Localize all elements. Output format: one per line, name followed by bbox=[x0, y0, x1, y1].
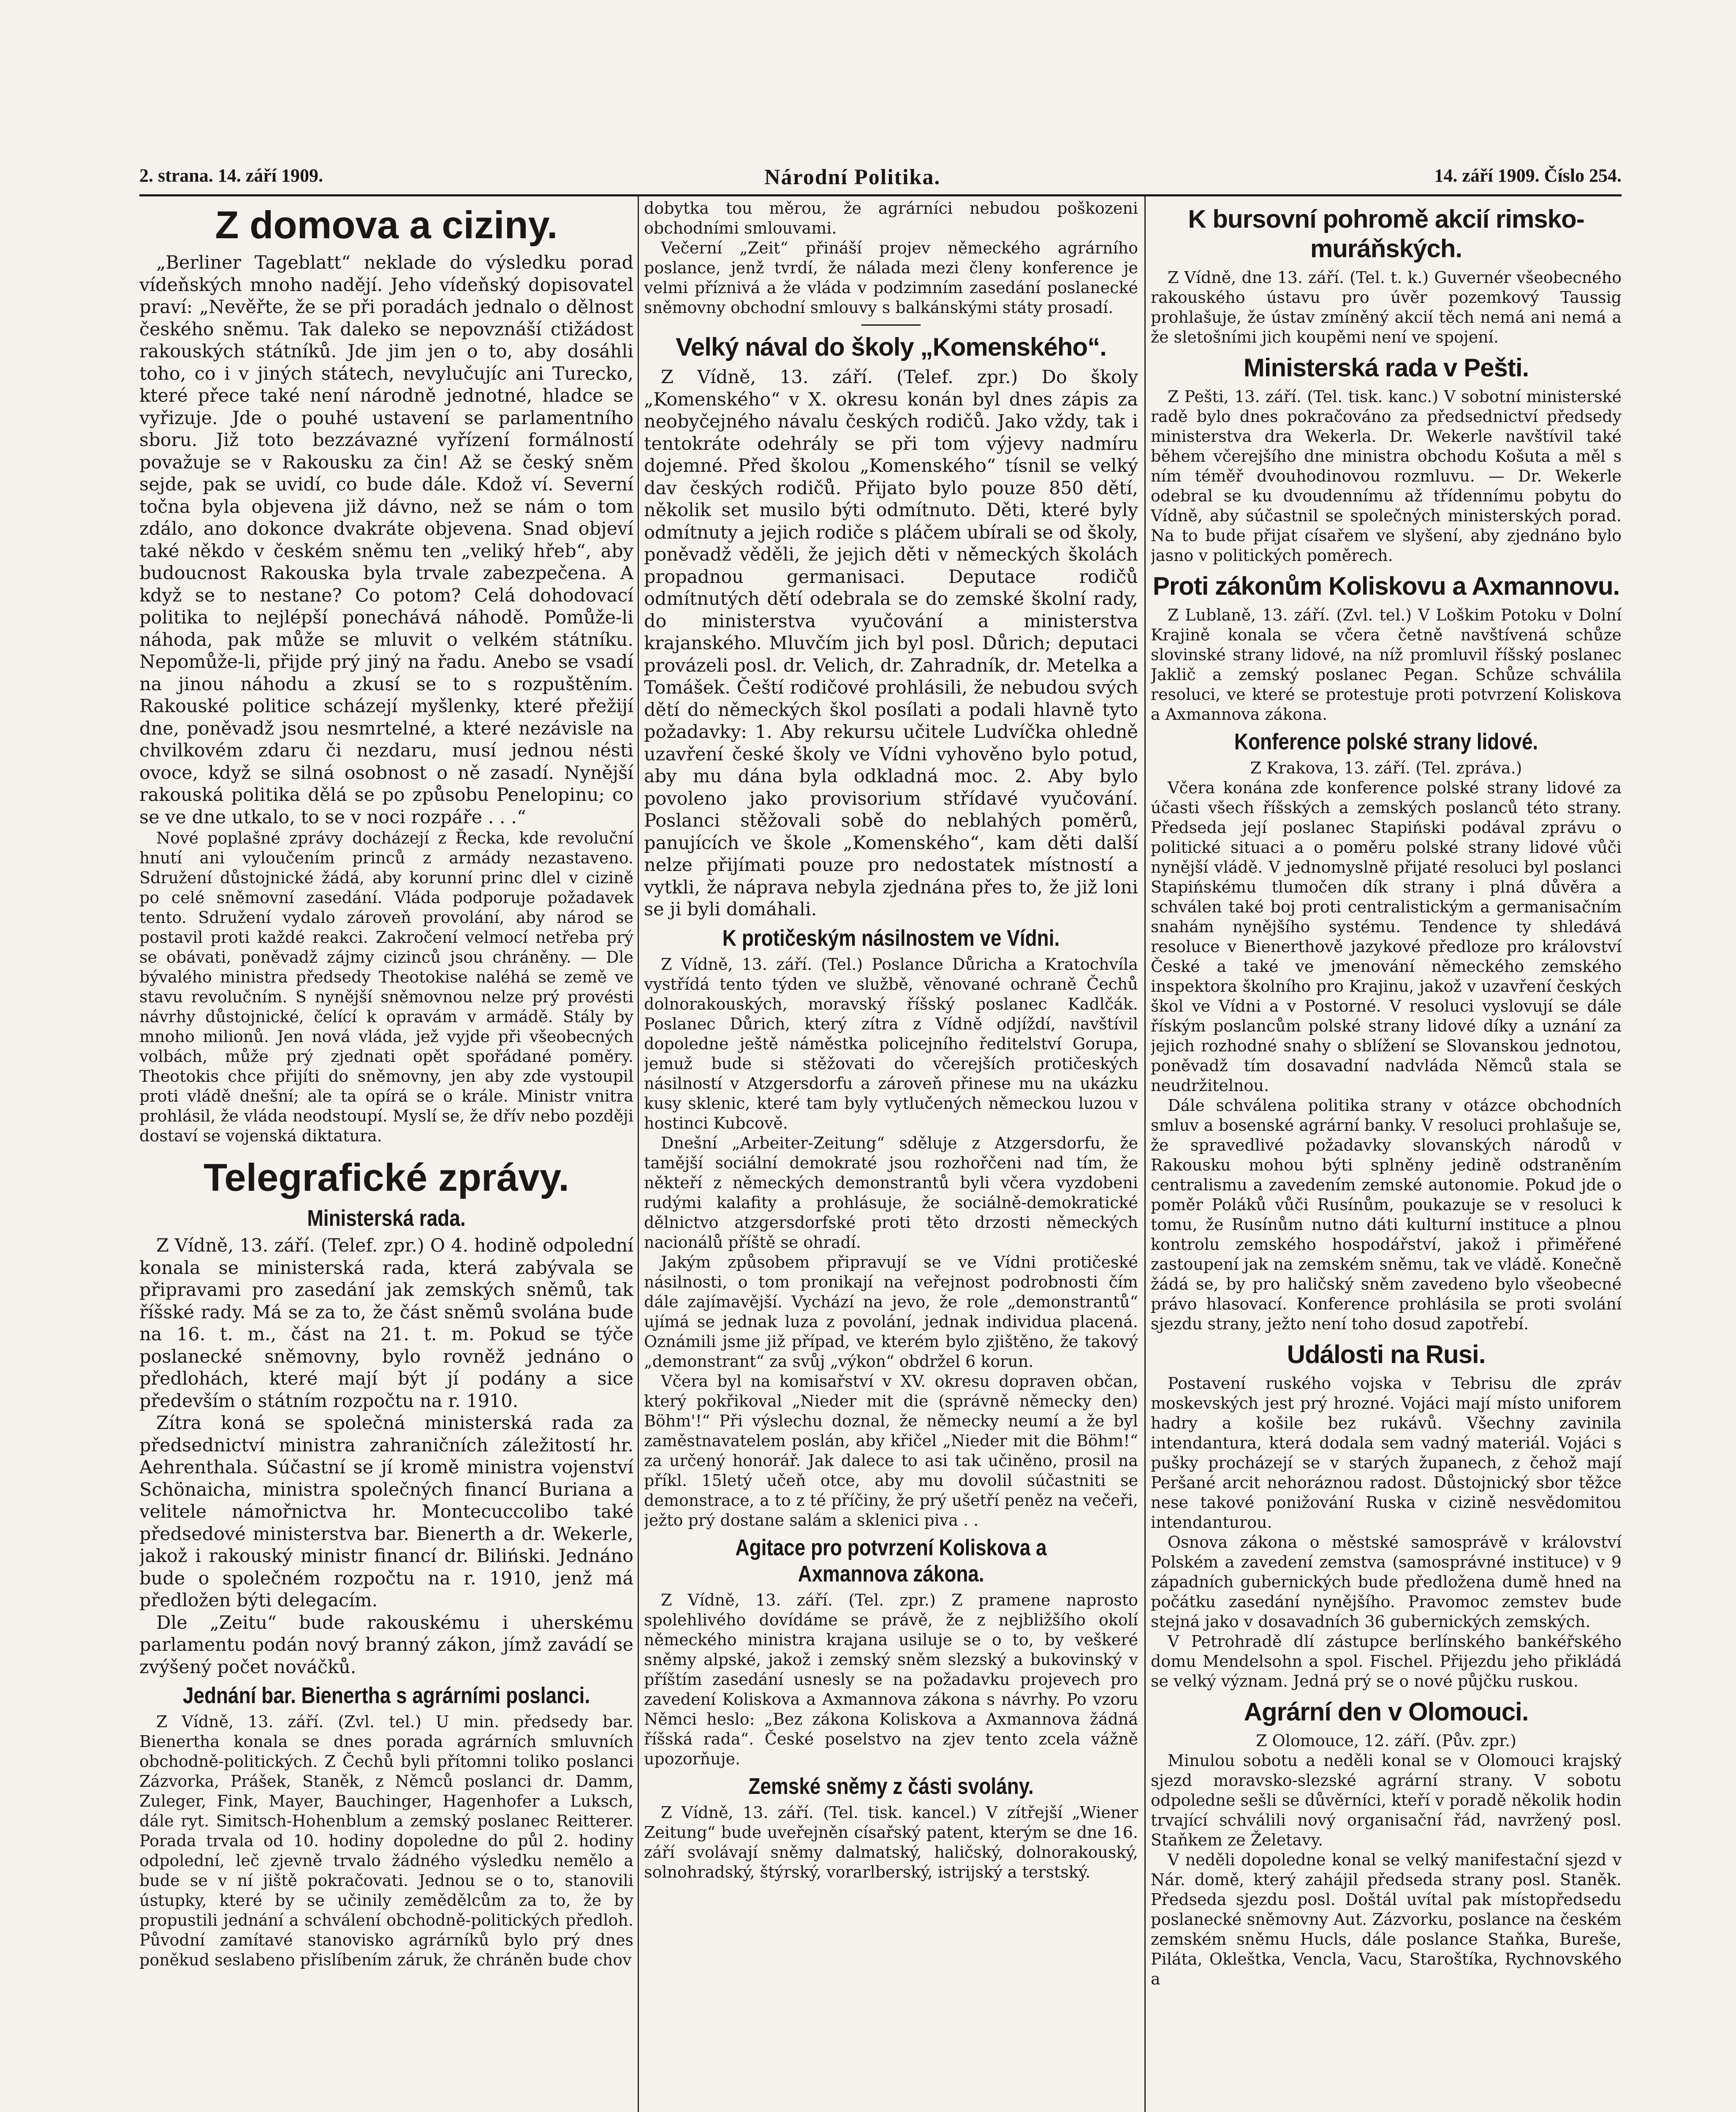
article-headline: Zemské sněmy z části svolány. bbox=[748, 1773, 1034, 1799]
article-paragraph: dobytka tou měrou, že agrárníci nebudou poškozeni obchodními smlouvami. bbox=[644, 199, 1138, 237]
article-headline: Ministerská rada v Pešti. bbox=[1243, 354, 1529, 382]
article-paragraph: Z Lublaně, 13. září. (Zvl. tel.) V Loškim Potoku v Dolní Krajině konala se včera četně navštívená schůze slovinské strany lidové, na níž promluvil říšský poslanec Jaklič a zemský poslanec Pegan. Schůze schválila resoluci, ve které se protestuje proti potvrzení Koliskova a Axmannova zákona. bbox=[1151, 606, 1622, 724]
date-issue-number: 14. září 1909. Číslo 254. bbox=[1434, 165, 1622, 186]
article-paragraph: Zítra koná se společná ministerská rada za předsednictví ministra zahraničních záležitostí hr. Aehrenthala. Súčastní se jí kromě ministra vojenství Schönaicha, ministra společných financí Buriana a velitele námořnictva hr. Montecuccolibo také předsedové ministerstva bar. Bienerth a dr. Wekerle, jakož i rakouský ministr financí dr. Biliński. Jednáno bude o společném rozpočtu na r. 1910, jenž má předložen býti delegacím. bbox=[139, 1413, 633, 1611]
article-paragraph: Z Vídně, 13. září. (Telef. zpr.) O 4. hodině odpolední konala se ministerská rada, která zabývala se připravami pro zasedání jak zemských sněmů, tak říšské rady. Má se za to, že část sněmů svolána bude na 16. t. m., část na 21. t. m. Pokud se týče poslanecké sněmovny, bylo rovněž jednáno o předlohách, které mají být jí podány a sice především o státním rozpočtu na r. 1910. bbox=[139, 1235, 633, 1412]
article-headline: Agitace pro potvrzení Koliskova a Axmannova zákona. bbox=[735, 1535, 1047, 1587]
article-paragraph: Z Pešti, 13. září. (Tel. tisk. kanc.) V sobotní ministerské radě bylo dnes pokračováno za předsednictví předsedy ministerstva dra Wekerla. Dr. Wekerle navštívil také během včerejšího dne ministra obchodu Košuta a měl s ním téměř dvouhodinovou rozmluvu. — Dr. Wekerle odebral se ku dvoudennímu až třídennímu pobytu do Vídně, aby súčastnil se společných ministerských porad. Na to bude přijat císařem ve slyšení, aby zjednáno bylo jasno v politických poměrech. bbox=[1151, 387, 1622, 565]
article-paragraph: V neděli dopoledne konal se velký manifestační sjezd v Nár. domě, který zahájil předseda strany posl. Staněk. Předseda sjezdu posl. Doštál uvítal pak místopředsedu poslanecké sněmovny Aut. Zázvorku, poslance na českém zemském sněmu Hucls, dále poslance Staňka, Bureše, Piláta, Okleštka, Vencla, Vacu, Staroštíka, Rychnovského a bbox=[1151, 1851, 1622, 1988]
article-paragraph: Z Vídně, 13. září. (Tel. zpr.) Z pramene naprosto spolehlivého dovídáme se právě, že z nejbližšího okolí německého ministra krajana usiluje se o to, by veškeré sněmy alpské, jakož i zemský sněm slezský a bukovinský v příštím zasedání usnesly se na požadavku projevech pro zavedení Koliskova a Axmannova zákona s návrhy. Po vzoru Němci heslo: „Bez zákona Koliskova a Axmannova žádná říšská rada“. České poselstvo na zjev tento zcela vážně upozorňuje. bbox=[644, 1590, 1138, 1768]
dateline: Z Olomouce, 12. září. (Pův. zpr.) bbox=[1256, 1731, 1516, 1750]
article-paragraph: Z Vídně, dne 13. září. (Tel. t. k.) Guvernér všeobecného rakouského ústavu pro úvěr pozemkový Taussig prohlašuje, že ústav zmíněný akcií těch nemá ani nemá a že sletošními jich koupěmi není ve spojení. bbox=[1151, 268, 1622, 346]
article-headline: Ministerská rada. bbox=[307, 1206, 466, 1231]
header-rule bbox=[139, 194, 1622, 196]
article-headline: K bursovní pohromě akcií rimsko-muráňských. bbox=[1188, 205, 1584, 263]
article-paragraph: Nové poplašné zprávy docházejí z Řecka, kde revoluční hnutí ani vyloučením princů z armády nezastaveno. Sdružení důstojnické žádá, aby korunní princ dlel v cizině po celé sněmovní zasedání. Vláda podporuje požadavek tento. Sdružení vydalo zároveň provolání, aby národ se postavil proti každé reakci. Zakročení velmocí netřeba prý se obávati, poněvadž zájmy cizinců jsou chráněny. — Dle bývalého ministra předsedy Theotokise naléhá se země ve stavu revolučním. S nynější sněmovnou nelze prý provésti návrhy důstojnické, čelící k opravám v armádě. Stály by mnoho milionů. Jen nová vláda, jež vyjde při všeobecných volbách, může prý zjednati opět spořádané poměry. Theotokis chce přijíti do sněmovny, jen aby zde vystoupil proti vládě dnešní; ale ta opírá se o krále. Ministr vnitra prohlásil, že vláda neodstoupí. Myslí se, že dřív nebo později dostaví se vojenská diktatura. bbox=[139, 829, 633, 1145]
page-number-date: 2. strana. 14. září 1909. bbox=[139, 165, 323, 186]
article-paragraph: „Berliner Tageblatt“ neklade do výsledku porad vídeňských mnoho nadějí. Jeho vídeňský dopisovatel praví: „Nevěřte, že se při poradách jednalo o dělnost českého sněmu. Tak daleko se nepovznáší ctižádost rakouských státníků. Jde jim jen o to, aby dosáhli toho, co i v jiných státech, nevylučujíc ani Turecko, které přece také není národně jednotné, hladce se vyřizuje. Jde o pouhé ustavení se parlamentního sboru. Již toto bezzávazné vyřízení formálností považuje se v Rakousku za čin! Až se český sněm sejde, pak se uvidí, co bude dále. Kdož ví. Severní točna byla objevena již dávno, než se nám o tom zdálo, ano dokonce dvakráte objevena. Snad objeví také někdo v českém sněmu ten „veliký hřeb“, aby budoucnost Rakouska byla trvale zabezpečena. A když se to nestane? Co potom? Celá dohodovací politika to nejlépší ponechává náhodě. Pomůže-li náhoda, pak může se mluvit o velkém státníku. Nepomůže-li, přijde prý jiný na řadu. Anebo se vsadí na jinou náhodu a zkusí se to s rozpuštěním. Rakouské politice scházejí myšlenky, které přežijí dne, poněvadž jsou nesmrtelné, a které nezávisle na chvilkovém zdaru či nezdaru, musí jednou nésti ovoce, když se silná osobnost o ně zasadí. Nynější rakouská politika dělá se po způsobu Penelopinu; co se ve dne utkalo, to se v noci rozpáře . . .“ bbox=[139, 252, 633, 828]
article-paragraph: Dále schválena politika strany v otázce obchodních smluv a bosenské agrární banky. V resoluci prohlašuje se, že spravedlivé požadavky slovanských národů v Rakousku mohou býti splněny jedině odstraněním centralismu a zavedením zemské autonomie. Pokud jde o poměr Poláků vůči Rusínům, poukazuje se v resoluci k tomu, že Rusínům nutno dáti kulturní instituce a plnou kontrolu zemského hospodářství, jakož i přiměřené zastoupení jak na zemském sněmu, tak ve vládě. Konečně žádá se, by pro haličský sněm zavedeno bylo všeobecné právo hlasovací. Konference prohlásila se proti svolání sjezdu strany, ježto není toho dosud zapotřebí. bbox=[1151, 1096, 1622, 1333]
column-3 bbox=[1151, 199, 1622, 2112]
section-heading: Telegrafické zprávy. bbox=[204, 1156, 569, 1199]
article-paragraph: Včera byl na komisařství v XV. okresu dopraven občan, který pokřikoval „Nieder mit die (správně německy den) Böhm'!“ Při výslechu doznal, že německy neumí a že byl zaměstnavatelem poslán, aby křičel „Nieder mit die Böhm!“ za určený honorář. Jak dalece to asi tak učiněno, prosil na příkl. 15letý učeň otce, aby mu dovolil súčastniti se demonstrace, a to z té příčiny, že prý ušetří peněz na večeři, ježto prý dostane salám a sklenici piva . . bbox=[644, 1372, 1138, 1530]
masthead bbox=[139, 165, 1622, 194]
column-divider bbox=[638, 196, 639, 2112]
dateline: Z Krakova, 13. září. (Tel. zpráva.) bbox=[1250, 759, 1522, 777]
article-paragraph: Minulou sobotu a neděli konal se v Olomouci krajský sjezd moravsko-slezské agrární strany. V sobotu odpoledne sešli se důvěrníci, kteří v poradě několik hodin trvající schválili nový organisační řád, navržený posl. Staňkem ze Želetavy. bbox=[1151, 1751, 1622, 1849]
article-paragraph: Postavení ruského vojska v Tebrisu dle zpráv moskevských jest prý hrozné. Vojáci mají místo uniforem hadry a košile bez rukávů. Všechny zavinila intendantura, která dodala sem vadný materiál. Vojáci s pušky procházejí se v starých županech, z čehož mají Peršané arcit nehoráznou radost. Důstojnický sbor těžce nese takové ponižování Ruska v cizině nesvědomitou intendanturou. bbox=[1151, 1374, 1622, 1532]
article-paragraph: Večerní „Zeit“ přináší projev německého agrárního poslance, jenž tvrdí, že nálada mezi členy konference je velmi příznivá a že vláda v podzimním zasedání poslanecké sněmovny obchodní smlouvy s balkánskými státy prosadí. bbox=[644, 239, 1138, 317]
article-paragraph: Dnešní „Arbeiter-Zeitung“ sděluje z Atzgersdorfu, že tamější sociální demokraté jsou rozhořčeni nad tím, že někteří z německých demonstrantů byli včera vyzdobeni rudými kalafity a prohlásuje, že sociálně-demokratické dělnictvo atzgersdorfské proti těto drzosti německých nacionálů příště se ohradí. bbox=[644, 1133, 1138, 1252]
section-heading: Z domova a ciziny. bbox=[215, 204, 558, 247]
newspaper-title: Národní Politika. bbox=[764, 165, 941, 189]
article-headline: Agrární den v Olomouci. bbox=[1244, 1698, 1529, 1726]
article-headline: Jednání bar. Bienertha s agrárními poslanci. bbox=[182, 1683, 590, 1708]
article-paragraph: Osnova zákona o městské samosprávě v království Polském a zavedení zemstva (samosprávné instituce) v 9 západních gubernických bude předložena dumě hned na počátku zasedání nynějšího. Pravomoc zemstev bude stejná jako v dosavadních 36 gubernických zemských. bbox=[1151, 1533, 1622, 1631]
article-paragraph: V Petrohradě dlí zástupce berlínského bankéřského domu Mendelsohn a spol. Fischel. Přijezdu jeho přikládá se velký význam. Jedná prý se o nové půjčku ruskou. bbox=[1151, 1632, 1622, 1690]
article-headline: Konference polské strany lidové. bbox=[1234, 729, 1538, 754]
article-headline: K protičeským násilnostem ve Vídni. bbox=[722, 925, 1060, 951]
article-paragraph: Z Vídně, 13. září. (Tel.) Poslance Důricha a Kratochvíla vystřídá tento týden ve službě, věnované ochraně Čechů dolnorakouských, moravský říšský poslanec Kadlčák. Poslanec Důrich, který zítra z Vídně odjíždí, navštívil dopoledne ještě náměstka policejního ředitelství Gorupa, jemuž bude si stěžovati do včerejších protičeských násilností v Atzgersdorfu a zároveň přinese mu na ukázku kusy sklenic, které tam byly vytlučených německou luzou v hostinci Kubcově. bbox=[644, 955, 1138, 1132]
article-paragraph: Jakým způsobem připravují se ve Vídni protičeské násilnosti, o tom pronikají na veřejnost podrobnosti čím dále zajímavější. Vychází na jevo, že role „demonstrantů“ ujímá se jednak luza z povolání, jednak individua placená. Oznámili jsme již případ, ve kterém bylo zjištěno, že takový „demonstrant“ za svůj „výkon“ obdržel 6 korun. bbox=[644, 1252, 1138, 1371]
article-paragraph: Z Vídně, 13. září. (Zvl. tel.) U min. předsedy bar. Bienertha konala se dnes porada agrárních smluvních obchodně-politických. Z Čechů byli přítomni toliko poslanci Zázvorka, Prášek, Staněk, z Němců poslanci dr. Damm, Zuleger, Fink, Mayer, Bauchinger, Hagenhofer a Luksch, dále ryt. Simitsch-Hohenblum a zemský poslanec Reitterer. Porada trvala od 10. hodiny dopoledne do půl 2. hodiny odpolední, leč zjevně trvalo žádného výsledku nemělo a bude se v ní jiště pokračovati. Jednou se o to, stanovili ústupky, které by se učinily zemědělcům za to, že by propustili jednání a schválení obchodně-politických předloh. Původní zamítavé stanovisko agrárníků bylo prý dnes poněkud seslabeno přislíbením záruk, že chráněn bude chov bbox=[139, 1712, 633, 1969]
article-paragraph: Včera konána zde konference polské strany lidové za účasti všech říšských a zemských poslanců této strany. Předseda její poslanec Stapiński podával zprávu o politické situaci a o poměru polské strany lidové vůči nynější vládě. V jednomyslně přijaté resoluci byl poslanci Stapińskému tlumočen dík strany i plná důvěra a schválen také boj proti centralistickým a germanisačním snahám nynějšího systému. Tendence ty shledává resoluce v Bienerthově jazykové předloze pro království České a také ve jmenování německého zemského inspektora školního pro Krajinu, jakož v uzavření českých škol ve Vídni a v Postorné. V resoluci vyslovují se dále říským poslancům polské strany lidové díky a uznání za jejich rozhodné snahy o sblížení se Slovanskou jednotou, poněvadž tím dosavadní nadvláda Němců stala se neudržitelnou. bbox=[1151, 778, 1622, 1095]
column-1 bbox=[139, 199, 633, 2112]
article-headline: Velký nával do školy „Komenského“. bbox=[676, 333, 1106, 361]
separator-rule bbox=[861, 324, 921, 326]
article-headline: Události na Rusi. bbox=[1287, 1340, 1486, 1369]
column-2 bbox=[644, 199, 1138, 2112]
article-paragraph: Z Vídně, 13. září. (Tel. tisk. kancel.) V zítřejší „Wiener Zeitung“ bude uveřejněn císařský patent, kterým se dne 16. září svolávají sněmy dalmatský, haličský, dolnorakouský, solnohradský, štýrský, vorarlberský, istrijský a terstský. bbox=[644, 1803, 1138, 1881]
column-divider bbox=[1144, 196, 1146, 2112]
article-paragraph: Dle „Zeitu“ bude rakouskému i uherskému parlamentu podán nový branný zákon, jímž zavádí se zvýšený počet nováčků. bbox=[139, 1612, 633, 1678]
article-paragraph: Z Vídně, 13. září. (Telef. zpr.) Do školy „Komenského“ v X. okresu konán byl dnes zápis za neobyčejného návalu českých rodičů. Jako vždy, tak i tentokráte odehrály se při tom výjevy nadmíru dojemné. Před školou „Komenského“ tísnil se velký dav českých rodičů. Přijato bylo pouze 850 dětí, několik set musilo býti odmítnuto. Děti, které byly odmítnuty a jejich rodiče s pláčem ubírali se od školy, poněvadž věděli, že jejich děti v německých školách propadnou germanisaci. Deputace rodičů odmítnutých dětí odebrala se do zemské školní rady, do ministerstva vyučování a ministerstva krajanského. Mluvčím jich byl posl. Důrich; deputaci provázeli posl. dr. Velich, dr. Zahradník, dr. Metelka a Tomášek. Čeští rodičové prohlásili, že nebudou svých dětí do německých škol posílati a podali hlavně tyto požadavky: 1. Aby rekursu učitele Ludvíčka ohledně uzavření české školy ve Vídni vyhověno bylo potud, aby mu dána byla odkladná moc. 2. Aby bylo povoleno jako provisorium střídavé vyučování. Poslanci stěžovali sobě do neblahých poměrů, panujících ve škole „Komenského“, kam děti další nelze přijímati pouze pro nedostatek místností a vytkli, že náprava nebyla zjednána přes to, že již loni se ji byli domáhali. bbox=[644, 367, 1138, 920]
article-headline: Proti zákonům Koliskovu a Axmannovu. bbox=[1152, 572, 1620, 600]
